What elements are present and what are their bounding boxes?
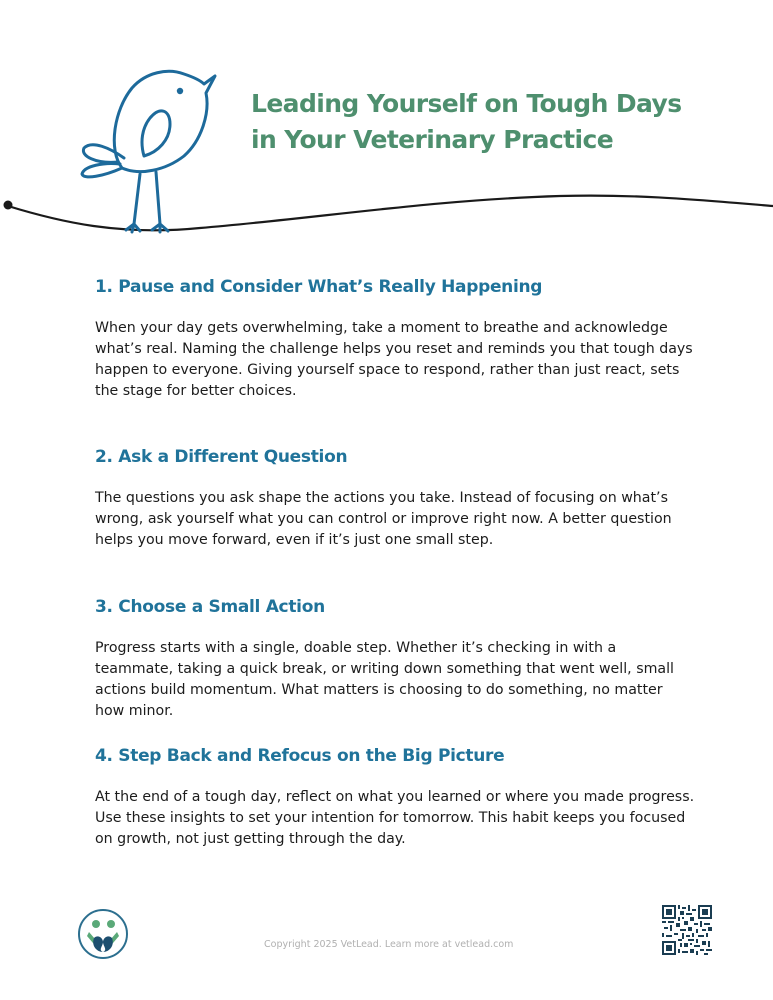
section-step-back-refocus	[95, 744, 695, 850]
title-line-2: in Your Veterinary Practice	[251, 125, 614, 154]
wire-line	[4, 196, 773, 231]
section-choose-small-action	[95, 595, 695, 722]
bird-icon	[82, 71, 215, 232]
section-heading: 1. Pause and Consider What’s Really Happening	[95, 277, 543, 297]
page-title	[251, 86, 751, 158]
section-body: The questions you ask shape the actions you take. Instead of focusing on what’s wrong, ask yourself what you can control or improve right now. A better question helps you move forward, even if it’s just one small step.	[95, 490, 672, 548]
qr-code-icon	[662, 905, 712, 955]
section-body: Progress starts with a single, doable step. Whether it’s checking in with a teammate, taking a quick break, or writing down something that went well, small actions build momentum. What matters is choosing to do something, no matter how minor.	[95, 640, 674, 719]
section-body: When your day gets overwhelming, take a moment to breathe and acknowledge what’s real. Naming the challenge helps you reset and reminds you that tough days happen to everyone. Giving yourself space to respond, rather than just react, sets the stage for better choices.	[95, 320, 693, 399]
section-heading: 3. Choose a Small Action	[95, 597, 325, 617]
section-heading: 2. Ask a Different Question	[95, 447, 348, 467]
title-line-1: Leading Yourself on Tough Days	[251, 89, 682, 118]
section-heading: 4. Step Back and Refocus on the Big Picture	[95, 746, 505, 766]
vetlead-logo-icon	[77, 908, 129, 960]
section-ask-different-question	[95, 445, 695, 551]
section-body: At the end of a tough day, reflect on what you learned or where you made progress. Use these insights to set your intention for tomorrow. This habit keeps you focused on growth, not just getting through the day.	[95, 789, 695, 847]
copyright-text: Copyright 2025 VetLead. Learn more at vetlead.com	[264, 939, 514, 950]
section-pause-and-consider	[95, 275, 695, 402]
